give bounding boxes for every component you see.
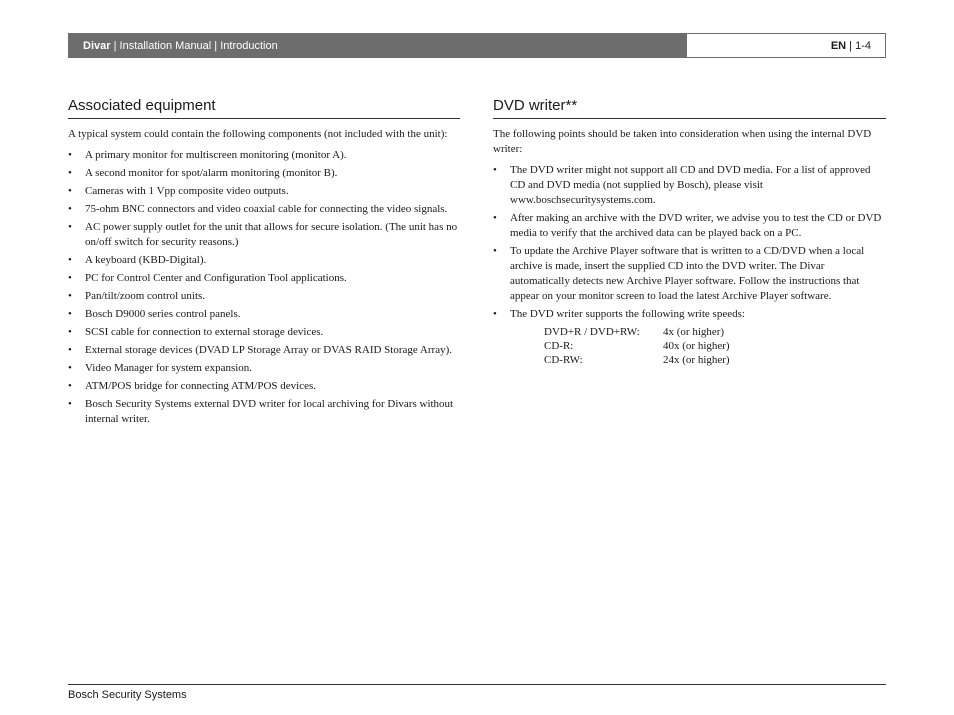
section-title: Associated equipment (68, 97, 460, 119)
bullet-icon: • (68, 362, 72, 374)
write-speed: 40x (or higher) (663, 340, 730, 352)
section-title: DVD writer** (493, 97, 886, 119)
list-item (68, 202, 460, 217)
bullet-icon: • (493, 164, 497, 176)
bullet-icon: • (68, 308, 72, 320)
page-number-box (686, 33, 886, 58)
footer-divider (68, 684, 886, 685)
list-item (68, 253, 460, 268)
list-item-text: External storage devices (DVAD LP Storage Array or DVAS RAID Storage Array). (85, 344, 452, 356)
media-type: CD-R: (544, 340, 574, 352)
list-item-text: A primary monitor for multiscreen monitoring (monitor A). (85, 149, 347, 161)
list-item (68, 307, 460, 322)
dvd-notes-list (493, 163, 886, 322)
footer-company: Bosch Security Systems (68, 689, 187, 701)
list-item (68, 379, 460, 394)
list-item-text: AC power supply outlet for the unit that allows for secure isolation. (The unit has no on/off switch for security reasons.) (85, 221, 458, 248)
list-item (68, 361, 460, 376)
bullet-icon: • (68, 167, 72, 179)
list-item (68, 397, 460, 427)
bullet-icon: • (68, 344, 72, 356)
bullet-icon: • (68, 398, 72, 410)
list-item-text: The DVD writer might not support all CD and DVD media. For a list of approved CD and DVD media (not supplied by Bosch), please visit www.boschsecuritysystems.com. (510, 164, 871, 206)
table-row (544, 339, 730, 353)
media-type: DVD+R / DVD+RW: (544, 326, 640, 338)
list-item (68, 289, 460, 304)
list-item-text: ATM/POS bridge for connecting ATM/POS devices. (85, 380, 316, 392)
bullet-icon: • (68, 203, 72, 215)
list-item (68, 220, 460, 250)
bullet-icon: • (68, 221, 72, 233)
bullet-icon: • (68, 254, 72, 266)
right-column (493, 97, 886, 367)
list-item-text: SCSI cable for connection to external storage devices. (85, 326, 324, 338)
list-item-text: 75-ohm BNC connectors and video coaxial cable for connecting the video signals. (85, 203, 448, 215)
list-item (493, 211, 886, 241)
running-header (68, 33, 686, 58)
list-item-text: The DVD writer supports the following write speeds: (510, 308, 745, 320)
header-separator: | (846, 39, 856, 52)
list-item (68, 343, 460, 358)
header-section: Introduction (220, 39, 278, 52)
section-intro: A typical system could contain the following components (not included with the unit): (68, 128, 448, 140)
header-separator: | (211, 39, 221, 52)
header-product: Divar (83, 39, 111, 52)
list-item (493, 163, 886, 208)
header-language: EN (830, 39, 847, 52)
media-type: CD-RW: (544, 354, 583, 366)
list-item-text: Bosch Security Systems external DVD writer for local archiving for Divars without internal writer. (85, 398, 454, 425)
write-speed: 24x (or higher) (663, 354, 730, 366)
table-row (544, 325, 730, 339)
list-item-text: A keyboard (KBD-Digital). (85, 254, 207, 266)
left-column (68, 97, 460, 430)
bullet-icon: • (493, 308, 497, 320)
list-item-text: PC for Control Center and Configuration Tool applications. (85, 272, 347, 284)
bullet-icon: • (68, 380, 72, 392)
list-item-text: After making an archive with the DVD writer, we advise you to test the CD or DVD media to verify that the archived data can be played back on a PC. (510, 212, 882, 239)
bullet-icon: • (68, 326, 72, 338)
header-manual: Installation Manual (119, 39, 212, 52)
list-item (493, 307, 886, 322)
equipment-list (68, 148, 460, 427)
list-item-text: Bosch D9000 series control panels. (85, 308, 241, 320)
list-item-text: A second monitor for spot/alarm monitoring (monitor B). (85, 167, 338, 179)
list-item (68, 184, 460, 199)
bullet-icon: • (493, 212, 497, 224)
write-speed: 4x (or higher) (663, 326, 725, 338)
list-item (493, 244, 886, 304)
list-item (68, 148, 460, 163)
bullet-icon: • (68, 290, 72, 302)
list-item-text: To update the Archive Player software that is written to a CD/DVD when a local archive is made, insert the supplied CD into the DVD writer. The Divar automatically detects new Archive Player software. Follow the instructions that appear on your monitor screen to load the latest Archive Player software. (510, 245, 865, 302)
list-item-text: Cameras with 1 Vpp composite video outputs. (85, 185, 289, 197)
write-speeds-table (544, 325, 730, 367)
list-item (68, 325, 460, 340)
list-item-text: Video Manager for system expansion. (85, 362, 253, 374)
list-item (68, 271, 460, 286)
page-number: 1-4 (855, 39, 871, 52)
list-item (68, 166, 460, 181)
header-separator: | (110, 39, 120, 52)
list-item-text: Pan/tilt/zoom control units. (85, 290, 206, 302)
table-row (544, 353, 730, 367)
section-intro: The following points should be taken into consideration when using the internal DVD writer: (493, 128, 872, 155)
bullet-icon: • (68, 149, 72, 161)
bullet-icon: • (68, 185, 72, 197)
bullet-icon: • (493, 245, 497, 257)
bullet-icon: • (68, 272, 72, 284)
